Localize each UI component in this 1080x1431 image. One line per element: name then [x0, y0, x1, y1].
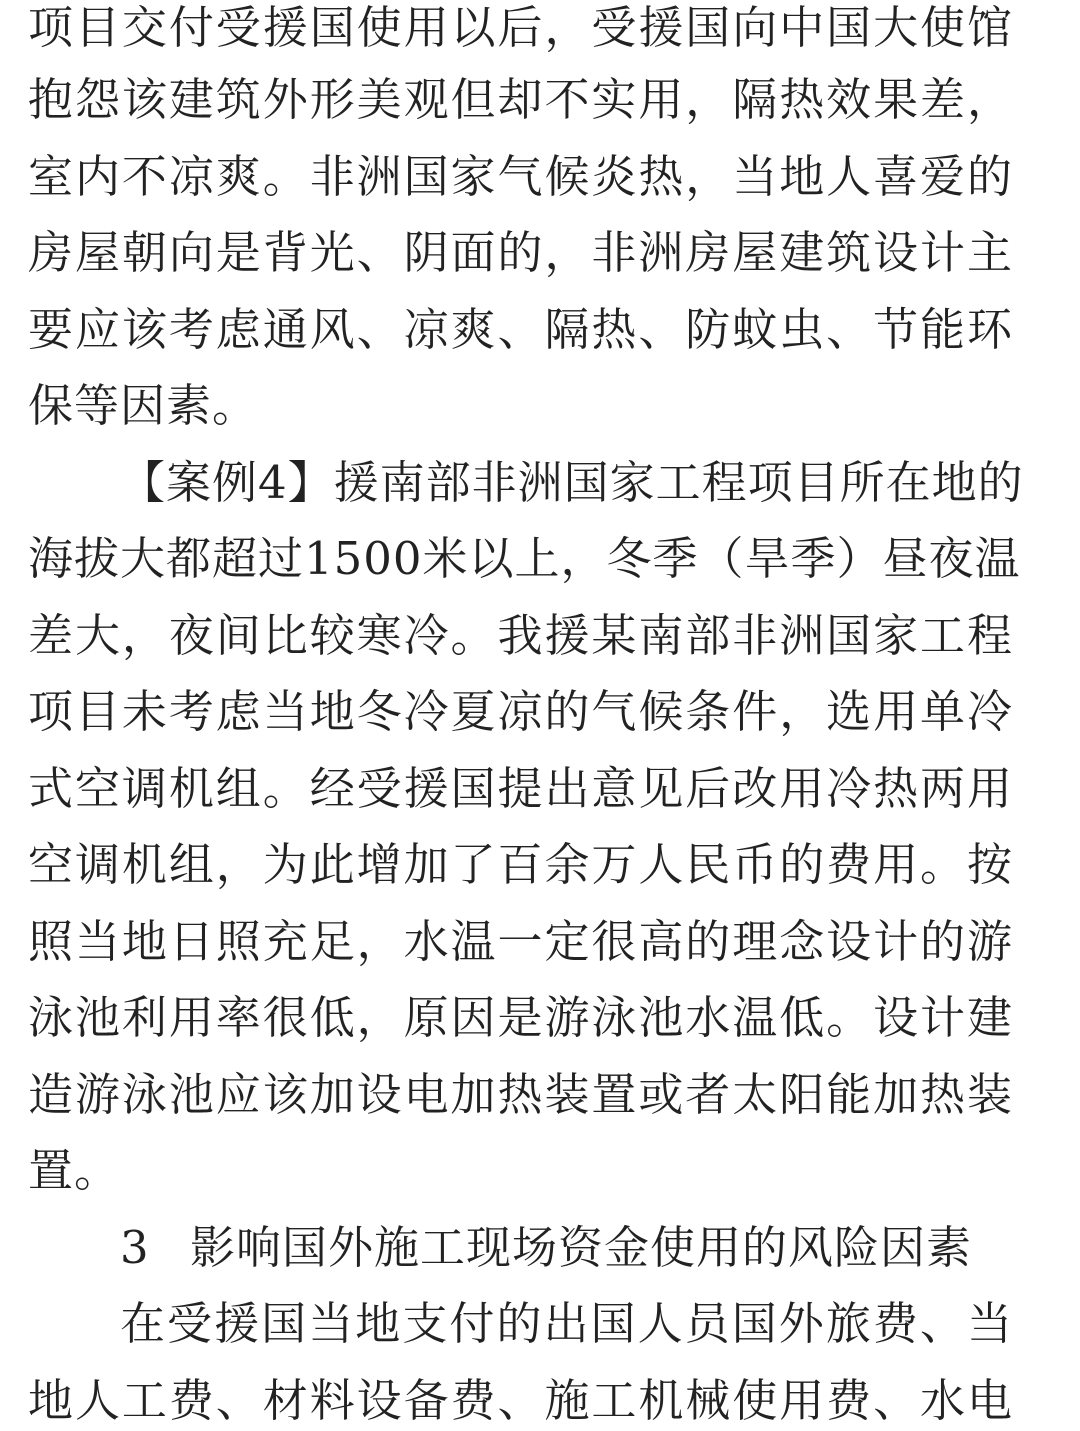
text-line-16: 置。	[28, 1144, 121, 1197]
section-heading	[120, 1220, 990, 1276]
text-line-6: 保等因素。	[28, 379, 259, 432]
text-line-5: 要应该考虑通风、凉爽、隔热、防蚊虫、节能环	[28, 303, 1013, 356]
text-line-4: 房屋朝向是背光、阴面的，非洲房屋建筑设计主	[28, 226, 1013, 279]
text-line-9: 差大，夜间比较寒冷。我援某南部非洲国家工程	[28, 609, 1013, 662]
case-4-opening-line: 【案例4】援南部非洲国家工程项目所在地的	[120, 456, 1024, 509]
text-line-3: 室内不凉爽。非洲国家气候炎热，当地人喜爱的	[28, 150, 1013, 203]
text-line-10: 项目未考虑当地冬冷夏凉的气候条件，选用单冷	[28, 685, 1013, 738]
section-heading-title: 影响国外施工现场资金使用的风险因素	[190, 1221, 973, 1274]
text-line-11: 式空调机组。经受援国提出意见后改用冷热两用	[28, 762, 1013, 815]
text-line-1: 项目交付受援国使用以后，受援国向中国大使馆	[28, 1, 1013, 54]
text-line-18: 在受援国当地支付的出国人员国外旅费、当	[120, 1297, 1013, 1350]
text-line-13: 照当地日照充足，水温一定很高的理念设计的游	[28, 915, 1013, 968]
text-line-2: 抱怨该建筑外形美观但却不实用，隔热效果差，	[28, 73, 1013, 126]
section-heading-number: 3	[120, 1221, 150, 1274]
text-line-19: 地人工费、材料设备费、施工机械使用费、水电	[28, 1374, 1013, 1427]
text-line-14: 泳池利用率很低，原因是游泳池水温低。设计建	[28, 991, 1013, 1044]
text-line-12: 空调机组，为此增加了百余万人民币的费用。按	[28, 838, 1013, 891]
text-line-15: 造游泳池应该加设电加热装置或者太阳能加热装	[28, 1068, 1013, 1121]
text-line-8: 海拔大都超过1500米以上，冬季（旱季）昼夜温	[28, 532, 1021, 585]
